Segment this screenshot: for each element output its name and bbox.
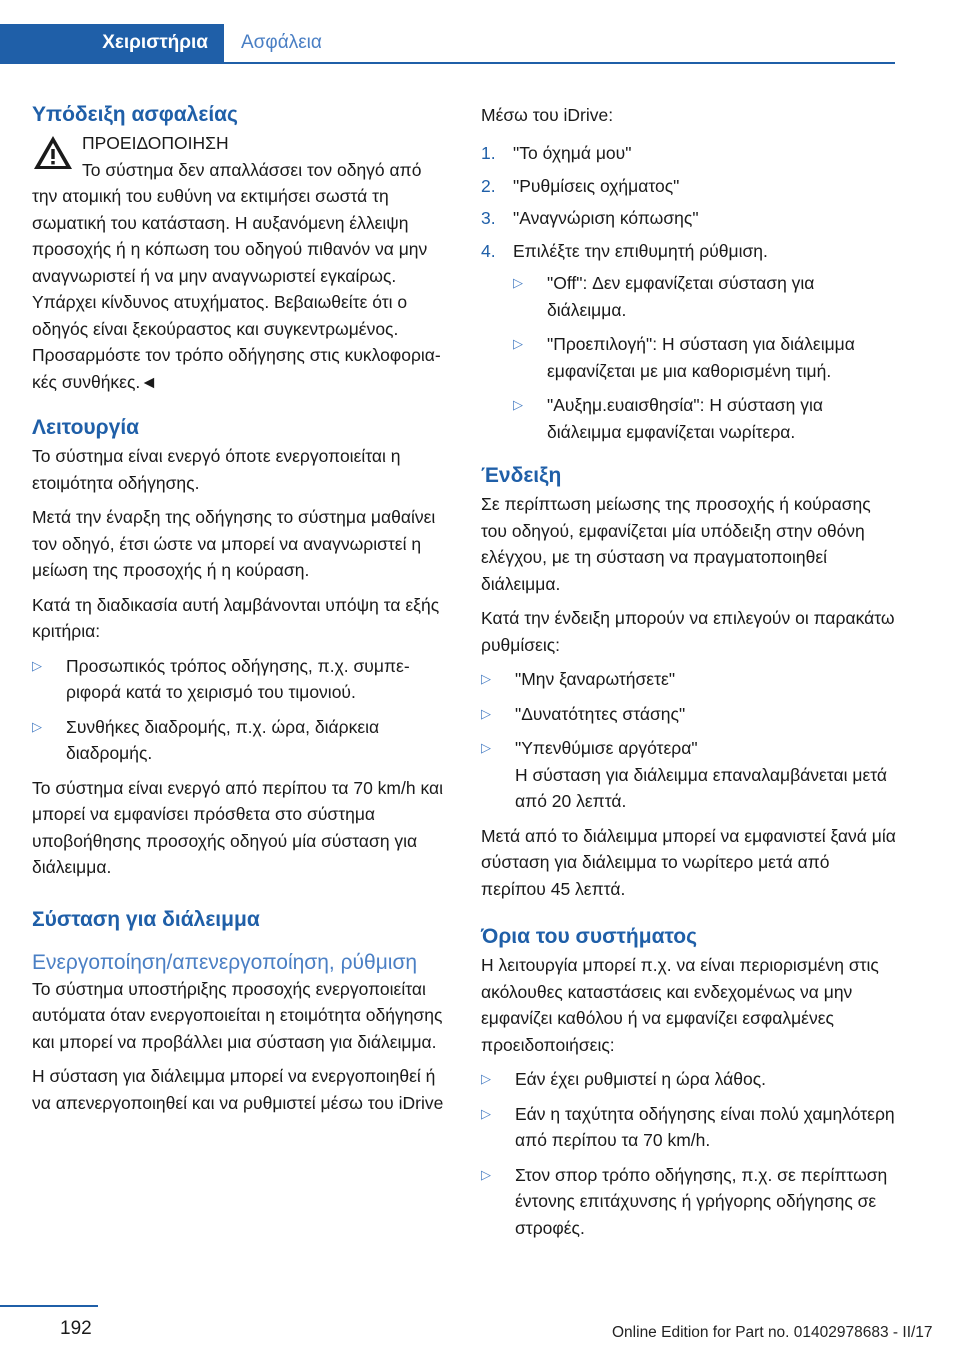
warning-label: ΠΡΟΕΙΔΟΠΟΙΗΣΗ <box>82 133 229 153</box>
paragraph: Το σύστημα είναι ενεργό όποτε ενεργοποιείται η ετοιμότητα οδήγησης. <box>32 446 401 493</box>
bullet-triangle-icon: ▷ <box>513 275 523 290</box>
bullet-triangle-icon: ▷ <box>481 1071 491 1086</box>
list-item: 2. "Ρυθμίσεις οχήματος" <box>481 175 680 196</box>
paragraph: Μετά από το διάλειμμα μπορεί να εμφανιστεί ξανά μία σύσταση για διάλειμμα το νωρίτερο μετά από περίπου 45 λεπτά. <box>481 825 896 899</box>
list-item: ▷ "Αυξημ.ευαισθησία": Η σύσταση για διάλειμμα εμφανίζεται νωρίτερα. <box>513 392 896 445</box>
bullet-triangle-icon: ▷ <box>513 336 523 351</box>
paragraph: Κατά την ένδειξη μπορούν να επιλεγούν οι παρακάτω ρυθμίσεις: <box>481 608 895 655</box>
bullet-triangle-icon: ▷ <box>481 740 491 755</box>
paragraph: Μέσω του iDrive: <box>481 105 614 125</box>
heading-function: Λειτουργία <box>32 416 140 439</box>
list-item: ▷ "Προεπιλογή": Η σύσταση για διάλειμμα εμφανίζεται με μια καθορισμένη τιμή. <box>513 331 896 384</box>
heading-activate-deactivate: Ενεργοποίηση/απενεργοποίηση, ρύθμιση <box>32 950 418 974</box>
paragraph: Το σύστημα υποστήριξης προσοχής ενεργοποιείται αυτόματα όταν ενεργοποιείται η ετοιμότητα οδήγησης και μπορεί να προβάλλει μια σύσταση για διάλειμμα. <box>32 978 443 1052</box>
setting-options-list <box>513 270 896 445</box>
paragraph: Μετά την έναρξη της οδήγησης το σύστημα μαθαίνει τον οδηγό, έτσι ώστε να μπορεί να αναγνωριστεί η μείωση της προσοχής ή η κούραση. <box>32 507 436 580</box>
heading-break-recommendation: Σύσταση για διάλειμμα <box>32 907 260 931</box>
bullet-triangle-icon: ▷ <box>481 671 491 686</box>
paragraph: Το σύστημα είναι ενεργό από περίπου τα 70 km/h και μπορεί να εμφανίσει πρόσθετα στο σύστημα υποβοήθησης προσοχής οδηγού μία σύσταση για διάλειμμα. <box>32 777 443 877</box>
display-options-list <box>481 666 896 815</box>
list-item-note: Η σύσταση για διάλειμμα επαναλαμβάνεται μετά από 20 λεπτά. <box>515 764 888 811</box>
bullet-triangle-icon: ▷ <box>481 1166 491 1182</box>
criteria-list <box>32 653 447 767</box>
list-item: ▷ "Μην ξαναρωτήσετε" <box>481 666 896 693</box>
list-item: ▷ Προσωπικός τρόπος οδήγησης, π.χ. συμπεριφορά κατά το χειρισμό του τιμονιού. <box>32 653 447 706</box>
bullet-triangle-icon: ▷ <box>32 718 42 734</box>
bullet-triangle-icon: ▷ <box>32 657 42 673</box>
list-item: ▷ Στον σπορ τρόπο οδήγησης, π.χ. σε περίπτωση έντονης επιτάχυνσης ή γρήγορης οδήγησης σε στροφές. <box>481 1162 896 1242</box>
edition-note: Online Edition for Part no. 01402978683 - II/17 <box>612 1324 933 1341</box>
list-item: ▷ "Δυνατότητες στάσης" <box>481 701 896 728</box>
list-item: 1. "Το όχημά μου" <box>481 143 632 163</box>
page-number: 192 <box>60 1318 92 1339</box>
bullet-triangle-icon: ▷ <box>481 705 491 721</box>
steps-list <box>481 140 896 445</box>
list-item: 4. Επιλέξτε την επιθυμητή ρύθμιση. ▷ "Off": Δεν εμφανίζεται σύσταση για διάλειμμα. ▷ "Προεπιλογή": Η σύσταση για διάλειμμα εμφανίζεται με μια καθορισμένη τιμή. ▷ "Αυξημ.ευαισθησία": Η σύσταση για διάλειμμα εμφανίζεται νωρίτερα. <box>481 238 896 446</box>
bullet-triangle-icon: ▷ <box>513 397 523 412</box>
heading-safety-note: Υπόδειξη ασφαλείας <box>32 103 238 126</box>
left-column <box>32 100 447 1124</box>
tab-safety[interactable]: Ασφάλεια <box>241 32 322 53</box>
limits-list <box>481 1066 896 1241</box>
paragraph: Κατά τη διαδικασία αυτή λαμβάνονται υπόψη τα εξής κριτήρια: <box>32 594 440 641</box>
tab-controls[interactable]: Χειριστήρια <box>0 24 224 62</box>
paragraph: Η λειτουργία μπορεί π.χ. να είναι περιορισμένη στις ακόλουθες καταστάσεις και ενδεχομένως να μην εμφανίζει καθόλου ή να εμφανίζει εσφαλμένες προειδοποιήσεις: <box>481 955 879 1055</box>
footer-rule <box>0 1305 98 1307</box>
list-item: ▷ Συνθήκες διαδρομής, π.χ. ώρα, διάρκεια διαδρομής. <box>32 714 447 767</box>
header-bar <box>0 24 895 64</box>
list-item: ▷ "Υπενθύμισε αργότερα" Η σύσταση για διάλειμμα επαναλαμβάνεται μετά από 20 λεπτά. <box>481 735 896 815</box>
warning-block <box>32 130 447 395</box>
list-item: 3. "Αναγνώριση κόπωσης" <box>481 208 699 228</box>
heading-system-limits: Όρια του συστήματος <box>481 925 698 948</box>
heading-display: Ένδειξη <box>481 464 562 487</box>
paragraph: Σε περίπτωση μείωσης της προσοχής ή κούρασης του οδηγού, εμφανίζεται μία υπόδειξη στην οθόνη ελέγχου, με τη σύσταση να πραγματοποιηθεί διάλειμμα. <box>481 494 871 594</box>
list-item: ▷ Εάν έχει ρυθμιστεί η ώρα λάθος. <box>481 1066 896 1093</box>
warning-text: Το σύστημα δεν απαλλάσσει τον οδηγό από την ατομική του ευθύνη να εκτιμήσει σωστά τη σωματική του κατάσταση. Η αυξανόμενη έλλειψη προσοχής ή η κόπωση του οδηγού πιθανόν να μην αναγνωριστεί ή να μην αναγνωριστεί εγκαίρως. Υπάρχει κίνδυνος ατυχήματος. Βεβαιωθείτε ότι ο οδηγός είναι ξεκούραστος και συγκεντρωμένος. Προσαρμόστε τον τρόπο οδήγησης στις κυκλοφοριακές συνθήκες.◄ <box>32 159 441 392</box>
paragraph: Η σύσταση για διάλειμμα μπορεί να ενεργοποιηθεί ή να απενεργοποιηθεί και να ρυθμιστεί μέσω του iDrive <box>32 1066 444 1113</box>
warning-triangle-icon <box>32 134 74 172</box>
bullet-triangle-icon: ▷ <box>481 1105 491 1121</box>
list-item: ▷ Εάν η ταχύτητα οδήγησης είναι πολύ χαμηλότερη από περίπου τα 70 km/h. <box>481 1101 896 1154</box>
right-column <box>481 100 896 1249</box>
list-item: ▷ "Off": Δεν εμφανίζεται σύσταση για διάλειμμα. <box>513 270 896 323</box>
